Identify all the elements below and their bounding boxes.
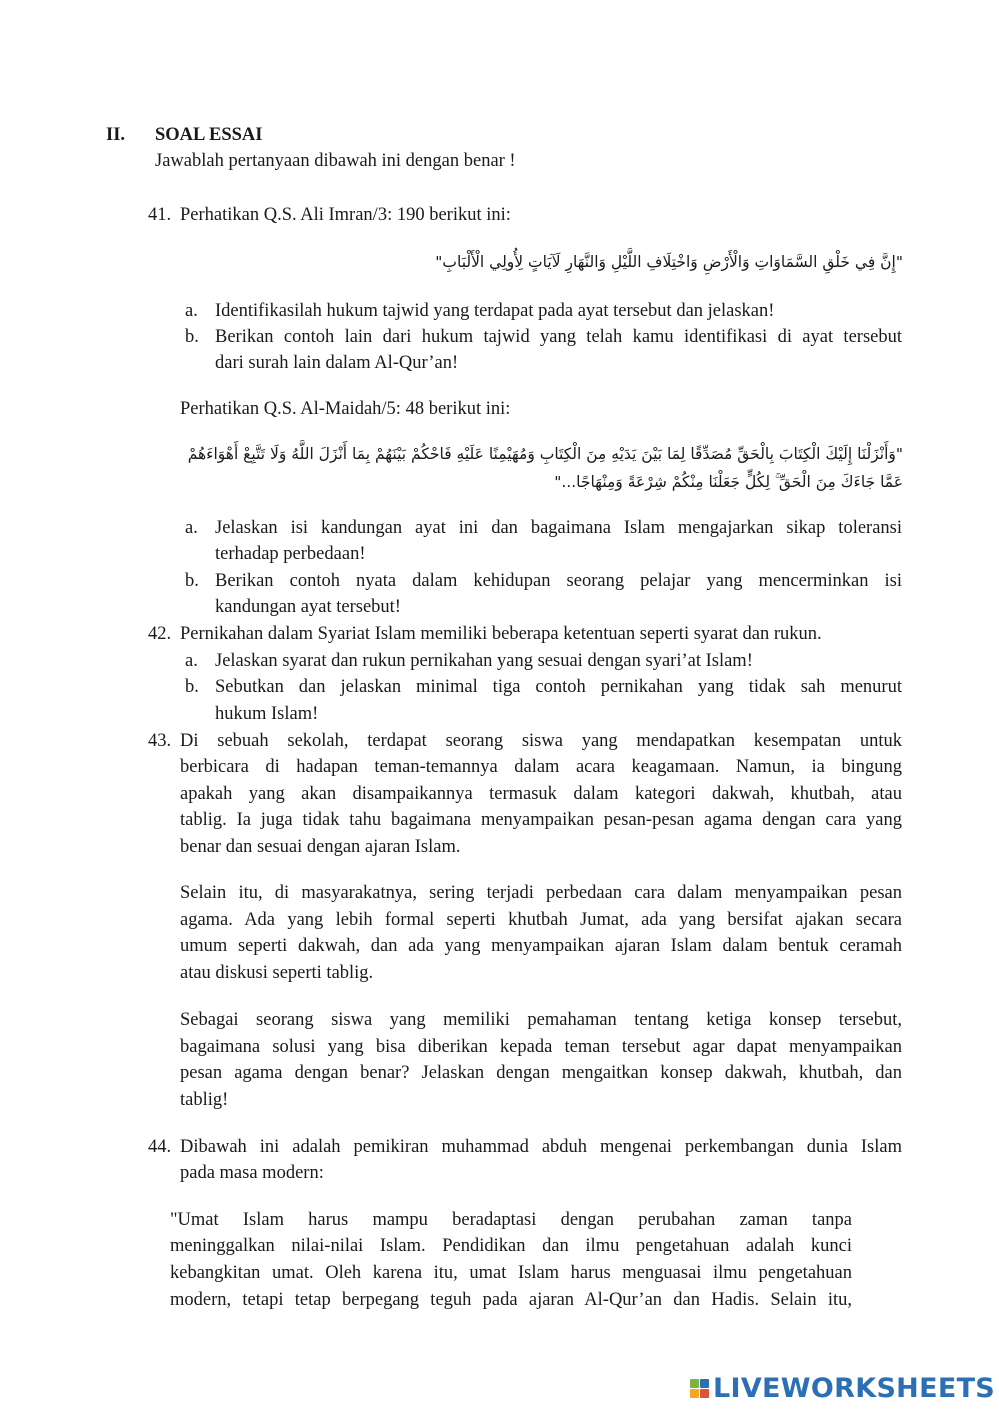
question-43-p3-line2: bagaimana solusi yang bisa diberikan kepada teman tersebut agar dapat menyampaikan [180, 1037, 902, 1057]
question-42b-text-line2: hukum Islam! [215, 704, 319, 724]
question-43-p3-line4: tablig! [180, 1090, 229, 1110]
question-42-number: 42. [148, 624, 172, 644]
logo-square-orange [690, 1389, 699, 1398]
question-42b-text-line1: Sebutkan dan jelaskan minimal tiga contoh pernikahan yang tidak sah menurut [215, 677, 902, 697]
question-41b-text-line2: dari surah lain dalam Al-Qur’an! [215, 353, 459, 373]
quote-line2: meninggalkan nilai-nilai Islam. Pendidikan dan ilmu pengetahuan adalah kunci [170, 1236, 852, 1256]
question-43-p1-line3: apakah yang akan disampaikannya termasuk dalam kategori dakwah, khutbah, atau [180, 784, 902, 804]
arabic-verse-ali-imran: "إِنَّ فِي خَلْقِ السَّمَاوَاتِ وَالْأَرْضِ وَاخْتِلَافِ اللَّيْلِ وَالنَّهَارِ لَآيَاتٍ لِأُولِي الْأَلْبَابِ" [435, 253, 903, 271]
question-41c-label: a. [185, 518, 198, 538]
question-41-intro2: Perhatikan Q.S. Al-Maidah/5: 48 berikut ini: [180, 399, 511, 419]
question-41a-label: a. [185, 301, 198, 321]
question-42b-label: b. [185, 677, 199, 697]
question-43-p3-line3: pesan agama dengan benar? Jelaskan dengan mengaitkan konsep dakwah, khutbah, dan [180, 1063, 902, 1083]
question-44-intro-line1: Dibawah ini adalah pemikiran muhammad abduh mengenai perkembangan dunia Islam [180, 1137, 902, 1157]
question-43-p1-line4: tablig. Ia juga tidak tahu bagaimana menyampaikan pesan-pesan agama dengan cara yang [180, 810, 902, 830]
logo-square-blue [700, 1379, 709, 1388]
question-43-p1-line1: Di sebuah sekolah, terdapat seorang siswa yang mendapatkan kesempatan untuk [180, 731, 902, 751]
question-43-p2-line1: Selain itu, di masyarakatnya, sering terjadi perbedaan cara dalam menyampaikan pesan [180, 883, 902, 903]
question-43-p2-line4: atau diskusi seperti tablig. [180, 963, 374, 983]
question-41d-label: b. [185, 571, 199, 591]
question-41c-text-line2: terhadap perbedaan! [215, 544, 366, 564]
section-instruction: Jawablah pertanyaan dibawah ini dengan benar ! [155, 151, 516, 171]
liveworksheets-logo-text: LIVEWORKSHEETS [713, 1372, 996, 1404]
question-44-number: 44. [148, 1137, 172, 1157]
question-43-p1-line5: benar dan sesuai dengan ajaran Islam. [180, 837, 461, 857]
arabic-verse-al-maidah-line1: "وَأَنْزَلْنَا إِلَيْكَ الْكِتَابَ بِالْحَقِّ مُصَدِّقًا لِمَا بَيْنَ يَدَيْهِ مِنَ الْكِتَابِ وَمُهَيْمِنًا عَلَيْهِ فَاحْكُمْ بَيْنَهُمْ بِمَا أَنْزَلَ اللَّهُ وَلَا تَتَّبِعْ أَهْوَاءَهُمْ [187, 445, 903, 463]
question-43-p2-line2: agama. Ada yang lebih formal seperti khutbah Jumat, ada yang bersifat ajakan secara [180, 910, 902, 930]
section-number: II. [106, 125, 126, 145]
question-42-intro: Pernikahan dalam Syariat Islam memiliki beberapa ketentuan seperti syarat dan rukun. [180, 624, 822, 644]
logo-square-green [690, 1379, 699, 1388]
question-41c-text-line1: Jelaskan isi kandungan ayat ini dan bagaimana Islam mengajarkan sikap toleransi [215, 518, 902, 538]
question-43-p3-line1: Sebagai seorang siswa yang memiliki pemahaman tentang ketiga konsep tersebut, [180, 1010, 902, 1030]
question-41-number: 41. [148, 205, 172, 225]
question-41d-text-line1: Berikan contoh nyata dalam kehidupan seorang pelajar yang mencerminkan isi [215, 571, 902, 591]
logo-square-red [700, 1389, 709, 1398]
question-41b-text-line1: Berikan contoh lain dari hukum tajwid yang telah kamu identifikasi di ayat tersebut [215, 327, 902, 347]
arabic-verse-al-maidah-line2: عَمَّا جَاءَكَ مِنَ الْحَقِّ ۚ لِكُلٍّ جَعَلْنَا مِنْكُمْ شِرْعَةً وَمِنْهَاجًا..." [554, 473, 903, 491]
question-42a-text: Jelaskan syarat dan rukun pernikahan yang sesuai dengan syari’at Islam! [215, 651, 753, 671]
quote-line3: kebangkitan umat. Oleh karena itu, umat Islam harus menguasai ilmu pengetahuan [170, 1263, 852, 1283]
question-43-p2-line3: umum seperti dakwah, dan ada yang menyampaikan ajaran Islam dalam bentuk ceramah [180, 936, 902, 956]
liveworksheets-logo [690, 1370, 995, 1406]
quote-line1: "Umat Islam harus mampu beradaptasi dengan perubahan zaman tanpa [170, 1210, 852, 1230]
question-41-intro: Perhatikan Q.S. Ali Imran/3: 190 berikut ini: [180, 205, 511, 225]
question-41b-label: b. [185, 327, 199, 347]
section-title: SOAL ESSAI [155, 125, 263, 145]
question-41a-text: Identifikasilah hukum tajwid yang terdapat pada ayat tersebut dan jelaskan! [215, 301, 775, 321]
question-41d-text-line2: kandungan ayat tersebut! [215, 597, 401, 617]
quote-line4: modern, tetapi tetap berpegang teguh pada ajaran Al-Qur’an dan Hadis. Selain itu, [170, 1290, 852, 1310]
question-43-number: 43. [148, 731, 172, 751]
question-43-p1-line2: berbicara di hadapan teman-temannya dalam acara keagamaan. Namun, ia bingung [180, 757, 902, 777]
question-44-intro-line2: pada masa modern: [180, 1163, 324, 1183]
liveworksheets-logo-icon [690, 1379, 709, 1398]
question-42a-label: a. [185, 651, 198, 671]
